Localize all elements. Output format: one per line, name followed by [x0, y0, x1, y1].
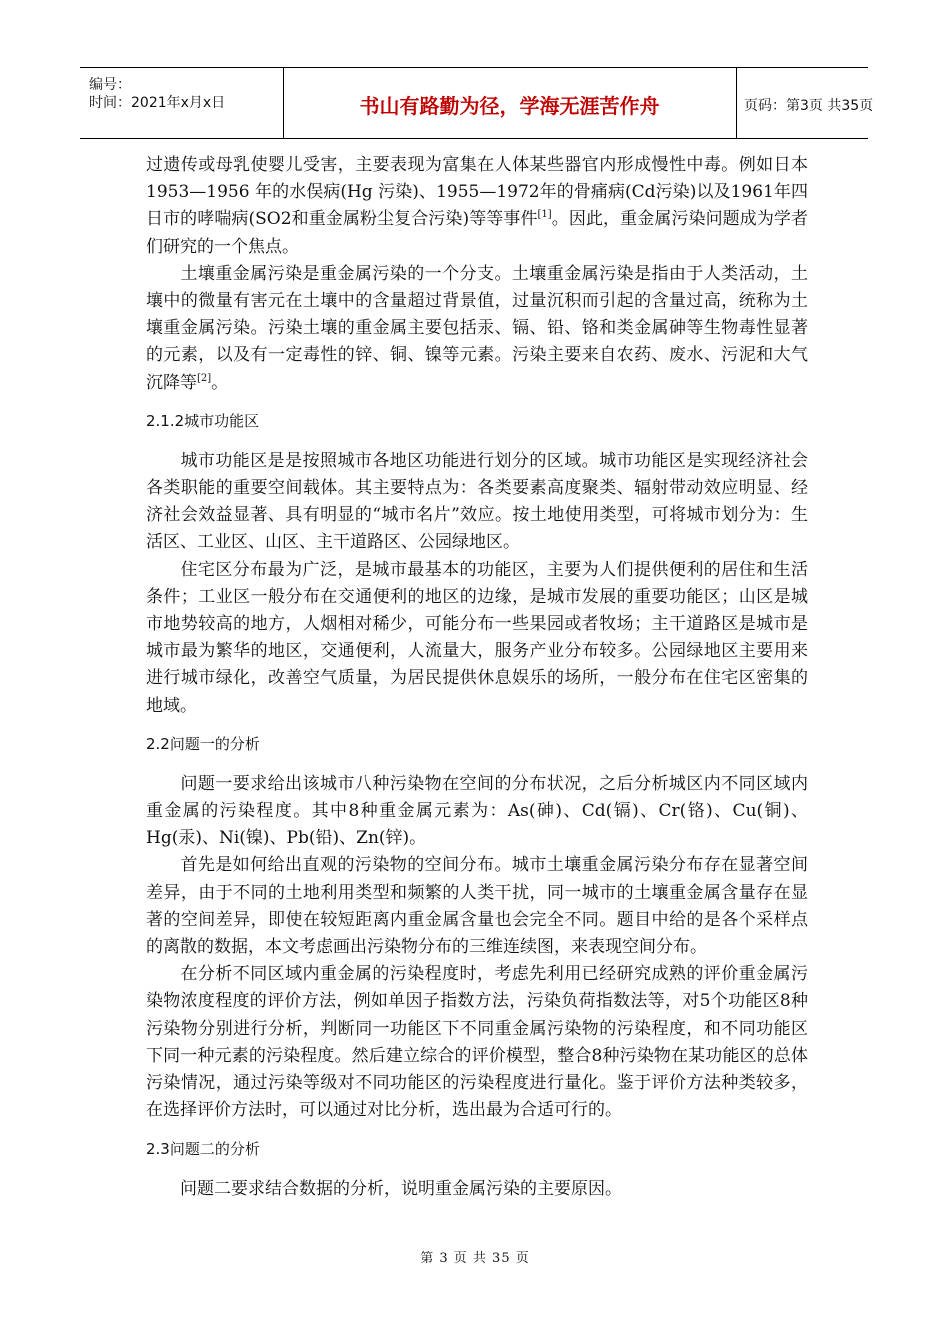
paragraph-text: 住宅区分布最为广泛，是城市最基本的功能区，主要为人们提供便利的居住和生活条件；工业区一般分布在交通便利的地区的边缘，是城市发展的重要功能区；山区是城市地势较高的地方，人烟相对稀少，可能分布一些果园或者牧场；主干道路区是城市是城市最为繁华的地区，交通便利，人流量大，服务产业分布较多。公园绿地区主要用来进行城市绿化，改善空气质量，为居民提供休息娱乐的场所，一般分布在住宅区密集的地域。 — [146, 559, 808, 716]
paragraph-text: 在分析不同区域内重金属的污染程度时，考虑先利用已经研究成熟的评价重金属污染物浓度程度的评价方法，例如单因子指数方法，污染负荷指数法等，对5个功能区8种污染物分别进行分析，判断同一功能区下不同重金属污染物的污染程度，和不同功能区下同一种元素的污染程度。然后建立综合的评价模型，整合8种污染物在某功能区的总体污染情况，通过污染等级对不同功能区的污染程度进行量化。鉴于评价方法种类较多，在选择评价方法时，可以通过对比分析，选出最为合适可行的。 — [146, 964, 808, 1121]
page-header — [80, 67, 874, 139]
paragraph-soil-pollution — [146, 261, 808, 397]
paragraph-text: 。 — [211, 372, 229, 393]
citation-ref: [1] — [537, 209, 552, 221]
paragraph-spatial-distribution — [146, 852, 808, 961]
paragraph-text: 首先是如何给出直观的污染物的空间分布。城市土壤重金属污染分布存在显著空间差异，由于不同的土地利用类型和频繁的人类干扰，同一城市的土壤重金属含量存在显著的空间差异，即使在较短距离内重金属含量也会完全不同。题目中给的是各个采样点的离散的数据，本文考虑画出污染物分布的三维连续图，来表现空间分布。 — [146, 855, 808, 958]
section-heading-2-2: 2.2问题一的分析 — [146, 734, 260, 753]
document-time-label: 时间：2021年x月x日 — [89, 95, 226, 111]
document-number-label: 编号： — [89, 77, 131, 93]
paragraph-evaluation-method — [146, 961, 808, 1124]
document-body — [146, 152, 808, 1203]
page-footer: 第 3 页 共 35 页 — [420, 1251, 530, 1266]
paragraph-problem-one — [146, 771, 808, 853]
section-heading-2-3: 2.3问题二的分析 — [146, 1139, 260, 1158]
header-motto-cell — [283, 68, 737, 138]
paragraph-text: 土壤重金属污染是重金属污染的一个分支。土壤重金属污染是指由于人类活动，土壤中的微量有害元在土壤中的含量超过背景值，过量沉积而引起的含量过高，统称为土壤重金属污染。污染土壤的重金属主要包括汞、镉、铅、铬和类金属砷等生物毒性显著的元素，以及有一定毒性的锌、铜、镍等元素。污染主要来自农药、废水、污泥和大气沉降等 — [146, 263, 808, 393]
paragraph-text: 城市功能区是是按照城市各地区功能进行划分的区域。城市功能区是实现经济社会各类职能的重要空间载体。其主要特点为：各类要素高度聚类、辐射带动效应明显、经济社会效益显著、具有明显的“城市名片”效应。按土地使用类型，可将城市划分为：生活区、工业区、山区、主干道路区、公园绿地区。 — [146, 450, 808, 553]
paragraph-text: 。因此，重金属污染问题成为学者们研究的一个焦点。 — [146, 209, 808, 257]
header-motto: 书山有路勤为径，学海无涯苦作舟 — [359, 94, 660, 118]
paragraph-heavy-metal-harm — [146, 152, 808, 261]
paragraph-text: 问题一要求给出该城市八种污染物在空间的分布状况，之后分析城区内不同区域内重金属的污染程度。其中8种重金属元素为：As(砷)、Cd(镉)、Cr(铬)、Cu(铜)、Hg(汞)、Ni(镍)、Pb(铅)、Zn(锌)。 — [146, 773, 808, 849]
header-page-info: 页码：第3页 共35页 — [744, 98, 874, 114]
header-page-cell — [736, 68, 874, 138]
header-meta-cell — [80, 68, 284, 138]
paragraph-zone-details — [146, 557, 808, 720]
paragraph-text: 过遗传或母乳使婴儿受害，主要表现为富集在人体某些器官内形成慢性中毒。例如日本 1953—1956 年的水俣病(Hg 污染)、1955—1972年的骨痛病(Cd污染)以及1961年四日市的哮喘病(SO2和重金属粉尘复合污染)等等事件 — [146, 155, 808, 230]
paragraph-text: 问题二要求结合数据的分析，说明重金属污染的主要原因。 — [180, 1178, 622, 1199]
section-heading-2-1-2: 2.1.2城市功能区 — [146, 411, 260, 430]
paragraph-functional-zones — [146, 448, 808, 557]
paragraph-problem-two — [146, 1176, 808, 1203]
citation-ref: [2] — [197, 372, 212, 384]
